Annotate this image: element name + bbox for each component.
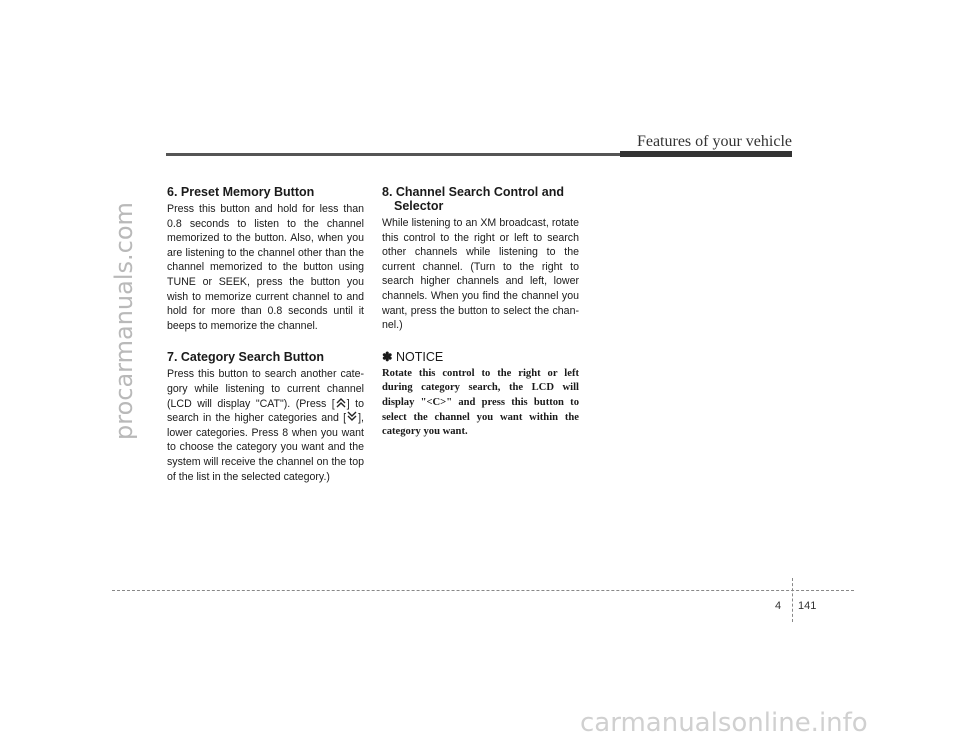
preset-memory-heading: 6. Preset Memory Button <box>167 185 315 199</box>
header-rule-accent <box>620 151 792 157</box>
preset-memory-text: Press this button and hold for less than 0.8 seconds to listen to the channel memorized to the button. Also, when you are listening to the channel other than the channel memorized to the button using TUNE or SEEK, press the button you wish to memorize current channel to and hold for more than 0.8 seconds until it beeps to memorize the channel. <box>167 203 364 332</box>
section-title: Features of your vehicle <box>636 133 792 150</box>
category-search-text-c: ], lower categories. Press 8 when you want to choose the category you want and the system will receive the channel on the top of the list in the selected category.) <box>167 412 364 483</box>
footer-rule <box>112 590 854 591</box>
chevron-double-down-icon <box>346 411 358 422</box>
chapter-number: 4 <box>775 600 782 612</box>
left-column <box>167 185 364 501</box>
channel-search-heading: 8. Channel Search Control and Selector <box>382 185 564 213</box>
chevron-double-up-icon <box>335 397 347 408</box>
category-search-heading: 7. Category Search Button <box>167 350 324 365</box>
channel-search-text: While listening to an XM broadcast, rotate this control to the right or left to search other channels while listening to the current channel. (Turn to the right to search higher channels and left, lower channels. When you find the channel you want, press the button to select the chan-nel.) <box>382 217 579 332</box>
category-search-text-a: Press this button to search another cate-gory while listening to current channel (LCD will display "CAT"). (Press [ <box>167 368 364 410</box>
category-search-text-b: ] to search in the higher categories and [ <box>167 397 364 425</box>
category-search-text <box>167 367 364 484</box>
footer-divider <box>792 578 793 622</box>
notice-heading <box>382 350 579 364</box>
notice-label: NOTICE <box>395 349 444 364</box>
notice-text: Rotate this control to the right or left during category search, the LCD will display "<C>" and press this button to select the channel you want within the category you want. <box>382 367 579 438</box>
page-number: 141 <box>798 600 817 612</box>
notice-mark-icon: ✽ <box>382 349 393 364</box>
right-column <box>382 185 579 440</box>
watermark-carmanualsonline: carmanualsonline.info <box>580 708 868 738</box>
watermark-procarmanuals: procarmanuals.com <box>110 202 138 440</box>
